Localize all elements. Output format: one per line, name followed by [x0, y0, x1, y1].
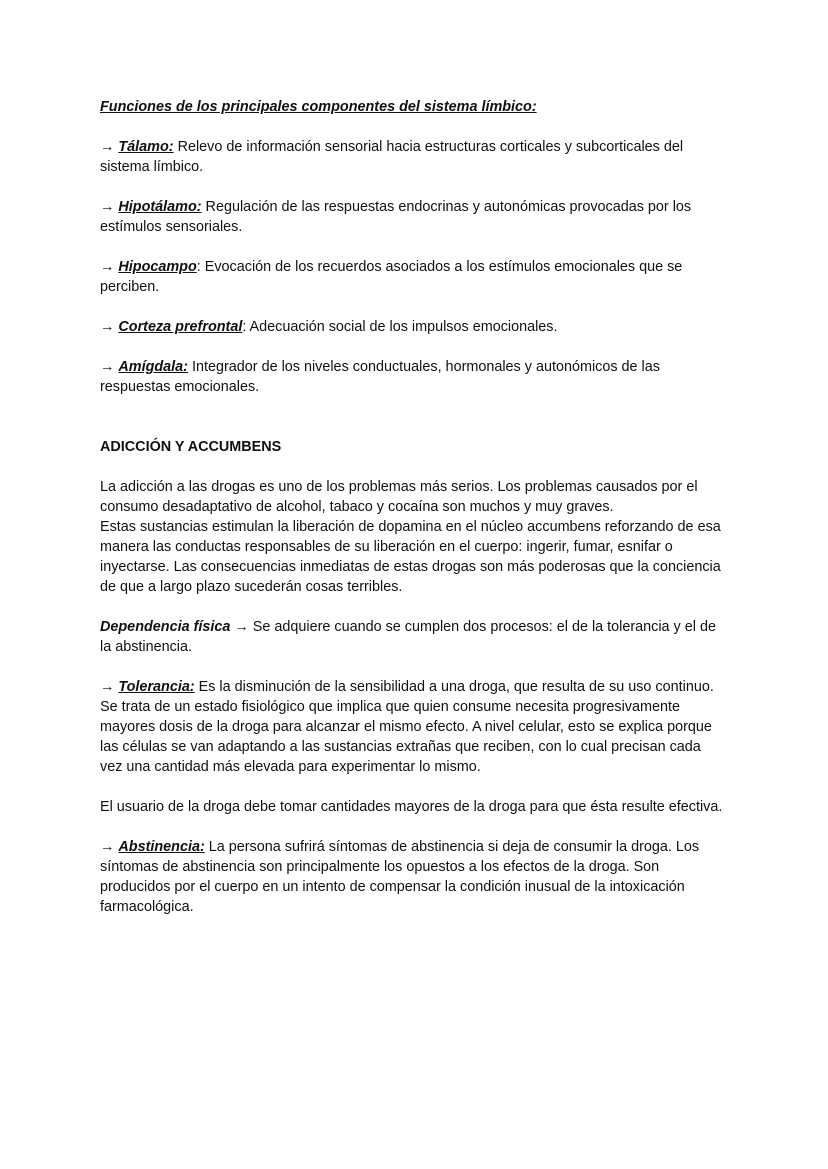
- addiction-intro-paragraph: [100, 477, 725, 597]
- arrow-icon: →: [100, 319, 119, 335]
- definition-abstinencia: La persona sufrirá síntomas de abstinencia si deja de consumir la droga. Los síntomas de abstinencia son principalmente los opuestos a los efectos de la droga. Son producidos por el cuerpo en un intento de compensar la condición inusual de la intoxicación farmacológica.: [100, 839, 700, 915]
- definition-corteza-prefrontal: : Adecuación social de los impulsos emocionales.: [242, 319, 558, 335]
- term-dependencia-fisica: Dependencia física: [100, 619, 231, 635]
- limbic-section-title: Funciones de los principales componentes del sistema límbico:: [100, 99, 537, 115]
- arrow-icon: →: [100, 259, 119, 275]
- dependence-paragraph: [100, 617, 725, 657]
- abstinence-paragraph: [100, 837, 725, 917]
- definition-dependencia-fisica: → Se adquiere cuando se cumplen dos procesos: el de la tolerancia y el de la abstinencia.: [100, 619, 716, 655]
- list-item-hipotalamo: [100, 197, 725, 237]
- arrow-icon: →: [100, 359, 119, 375]
- definition-hipotalamo: Regulación de las respuestas endocrinas y autonómicas provocadas por los estímulos sensoriales.: [100, 199, 692, 235]
- term-talamo: Tálamo:: [118, 139, 174, 155]
- document-page: [100, 97, 725, 937]
- addiction-section-title: ADICCIÓN Y ACCUMBENS: [100, 439, 282, 455]
- addiction-intro-line-1: La adicción a las drogas es uno de los problemas más serios. Los problemas causados por el consumo desadaptativo de alcohol, tabaco y cocaína son muchos y muy graves.: [100, 479, 698, 515]
- user-paragraph: El usuario de la droga debe tomar cantidades mayores de la droga para que ésta resulte efectiva.: [100, 799, 723, 815]
- term-corteza-prefrontal: Corteza prefrontal: [118, 319, 243, 335]
- term-tolerancia: Tolerancia:: [118, 679, 195, 695]
- addiction-intro-line-2: Estas sustancias estimulan la liberación de dopamina en el núcleo accumbens reforzando de esa manera las conductas responsables de su liberación en el cuerpo: ingerir, fumar, esnifar o inyectarse. Las consecuencias inmediatas de estas drogas son más poderosas que la conciencia de que a largo plazo sucederán cosas terribles.: [100, 519, 721, 595]
- list-item-corteza-prefrontal: [100, 317, 725, 337]
- list-item-talamo: [100, 137, 725, 177]
- list-item-amigdala: [100, 357, 725, 397]
- definition-tolerancia: Es la disminución de la sensibilidad a una droga, que resulta de su uso continuo. Se trata de un estado fisiológico que implica que quien consume necesita progresivamente mayores dosis de la droga para alcanzar el mismo efecto. A nivel celular, esto se explica porque las células se van adaptando a las sustancias extrañas que reciben, con lo cual precisan cada vez una cantidad más elevada para experimentar lo mismo.: [100, 679, 714, 775]
- arrow-icon: →: [100, 839, 119, 855]
- arrow-icon: →: [100, 139, 119, 155]
- definition-hipocampo: : Evocación de los recuerdos asociados a los estímulos emocionales que se perciben.: [100, 259, 683, 295]
- term-amigdala: Amígdala:: [118, 359, 188, 375]
- list-item-hipocampo: [100, 257, 725, 297]
- term-hipocampo: Hipocampo: [118, 259, 197, 275]
- arrow-icon: →: [100, 679, 119, 695]
- section-spacer: [100, 417, 725, 437]
- definition-amigdala: Integrador de los niveles conductuales, hormonales y autonómicos de las respuestas emocionales.: [100, 359, 660, 395]
- tolerance-paragraph: [100, 677, 725, 777]
- term-abstinencia: Abstinencia:: [118, 839, 205, 855]
- term-hipotalamo: Hipotálamo:: [118, 199, 202, 215]
- definition-talamo: Relevo de información sensorial hacia estructuras corticales y subcorticales del sistema límbico.: [100, 139, 684, 175]
- arrow-icon: →: [100, 199, 119, 215]
